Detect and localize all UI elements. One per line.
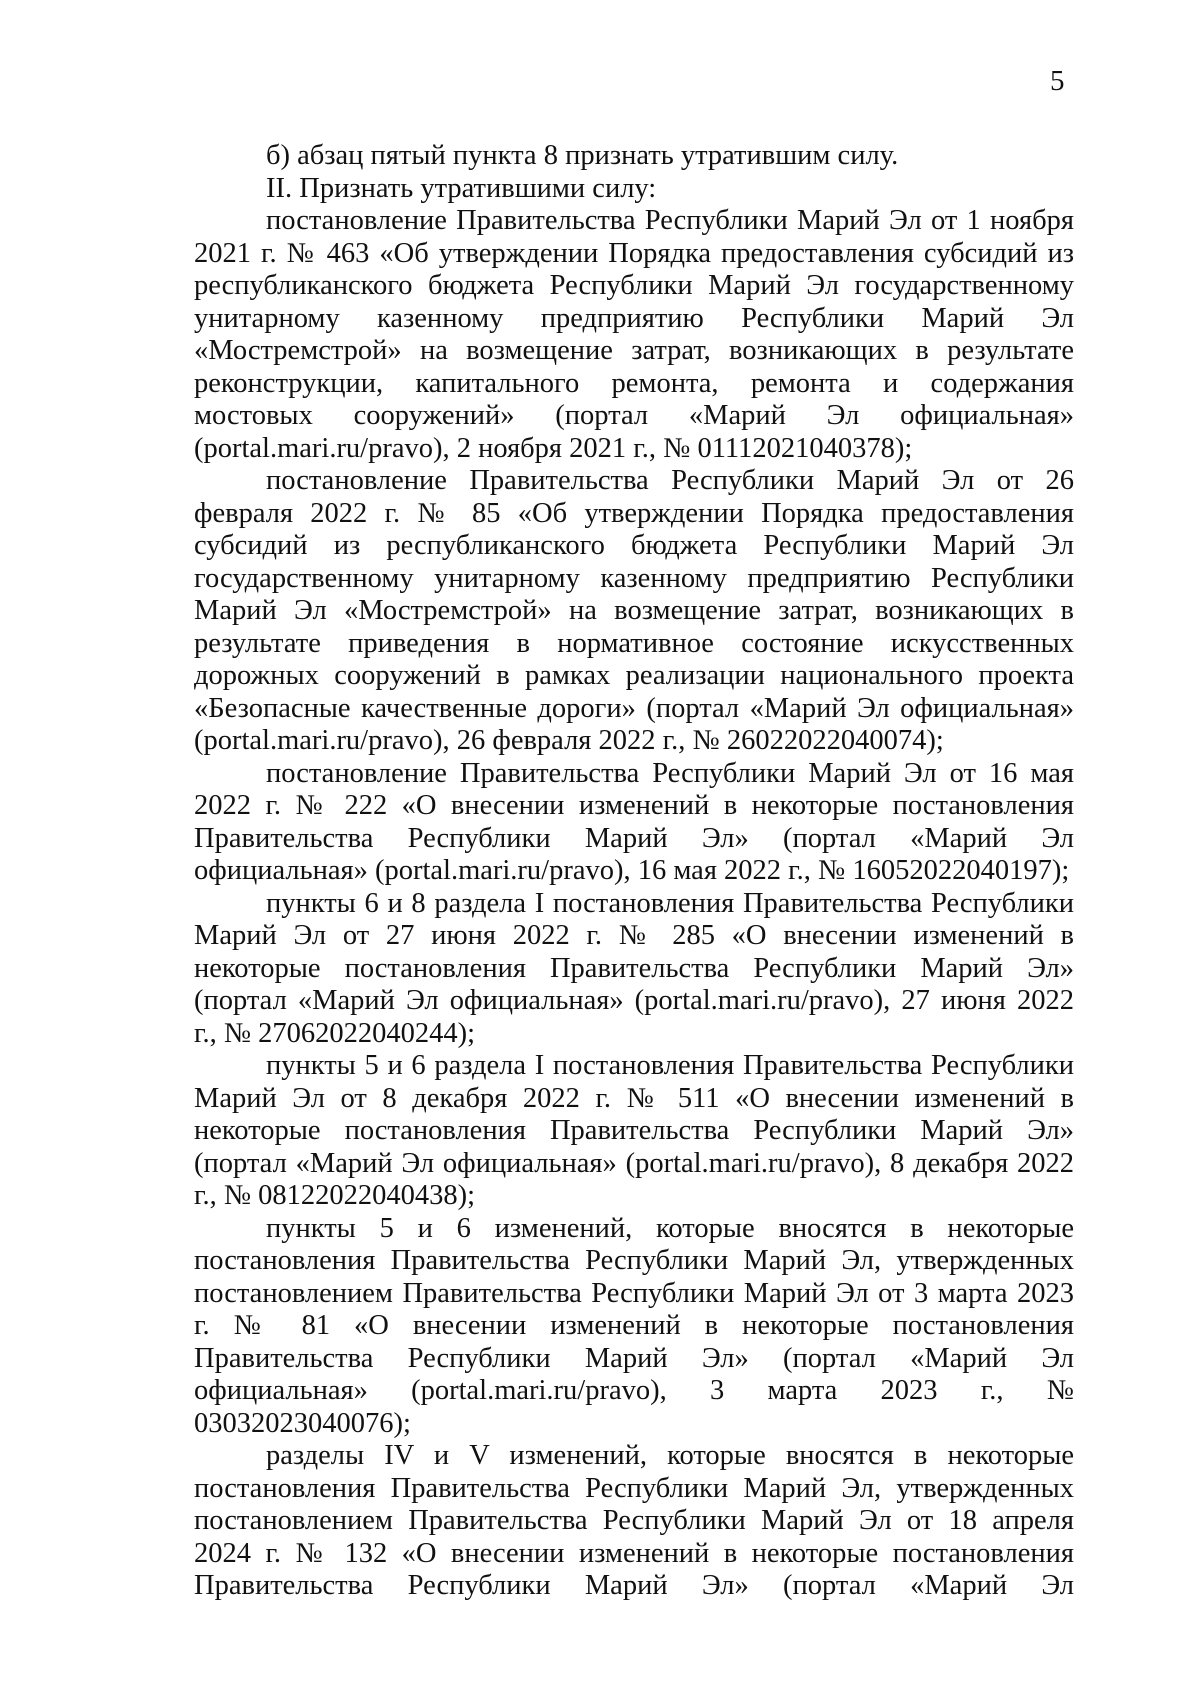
- paragraph-decree-463: постановление Правительства Республики Марий Эл от 1 ноября 2021 г. № 463 «Об утверждении Порядка предоставления субсидий из республиканского бюджета Республики Марий Эл государственному унитарному казенному предприятию Республики Марий Эл «Мостремстрой» на возмещение затрат, возникающих в результате реконструкции, капитального ремонта, ремонта и содержания мостовых сооружений» (портал «Марий Эл официальная» (portal.mari.ru/pravo), 2 ноября 2021 г., № 01112021040378);: [194, 205, 1074, 464]
- paragraph-decree-222: постановление Правительства Республики Марий Эл от 16 мая 2022 г. № 222 «О внесении изменений в некоторые постановления Правительства Республики Марий Эл» (портал «Марий Эл официальная» (portal.mari.ru/pravo), 16 мая 2022 г., № 16052022040197);: [194, 757, 1074, 886]
- document-body: [194, 140, 1074, 1603]
- paragraph-section-ii: II. Признать утратившими силу:: [266, 172, 657, 204]
- paragraph-decree-285: пункты 6 и 8 раздела I постановления Правительства Республики Марий Эл от 27 июня 2022 г. № 285 «О внесении изменений в некоторые постановления Правительства Республики Марий Эл» (портал «Марий Эл официальная» (portal.mari.ru/pravo), 27 июня 2022 г., № 27062022040244);: [194, 887, 1074, 1049]
- paragraph-item-b: б) абзац пятый пункта 8 признать утратившим силу.: [266, 140, 899, 171]
- paragraph-decree-85: постановление Правительства Республики Марий Эл от 26 февраля 2022 г. № 85 «Об утверждении Порядка предоставления субсидий из республиканского бюджета Республики Марий Эл государственному унитарному казенному предприятию Республики Марий Эл «Мостремстрой» на возмещение затрат, возникающих в результате приведения в нормативное состояние искусственных дорожных сооружений в рамках реализации национального проекта «Безопасные качественные дороги» (портал «Марий Эл официальная» (portal.mari.ru/pravo), 26 февраля 2022 г., № 26022022040074);: [194, 465, 1074, 756]
- paragraph-decree-81: пункты 5 и 6 изменений, которые вносятся в некоторые постановления Правительства Республики Марий Эл, утвержденных постановлением Правительства Республики Марий Эл от 3 марта 2023 г. № 81 «О внесении изменений в некоторые постановления Правительства Республики Марий Эл» (портал «Марий Эл официальная» (portal.mari.ru/pravo), 3 марта 2023 г., № 03032023040076);: [194, 1212, 1074, 1439]
- paragraph-decree-511: пункты 5 и 6 раздела I постановления Правительства Республики Марий Эл от 8 декабря 2022 г. № 511 «О внесении изменений в некоторые постановления Правительства Республики Марий Эл» (портал «Марий Эл официальная» (portal.mari.ru/pravo), 8 декабря 2022 г., № 08122022040438);: [194, 1050, 1074, 1211]
- page-number: 5: [1050, 65, 1065, 97]
- paragraph-decree-132: разделы IV и V изменений, которые вносятся в некоторые постановления Правительства Республики Марий Эл, утвержденных постановлением Правительства Республики Марий Эл от 18 апреля 2024 г. № 132 «О внесении изменений в некоторые постановления Правительства Республики Марий Эл» (портал «Марий Эл: [194, 1440, 1074, 1601]
